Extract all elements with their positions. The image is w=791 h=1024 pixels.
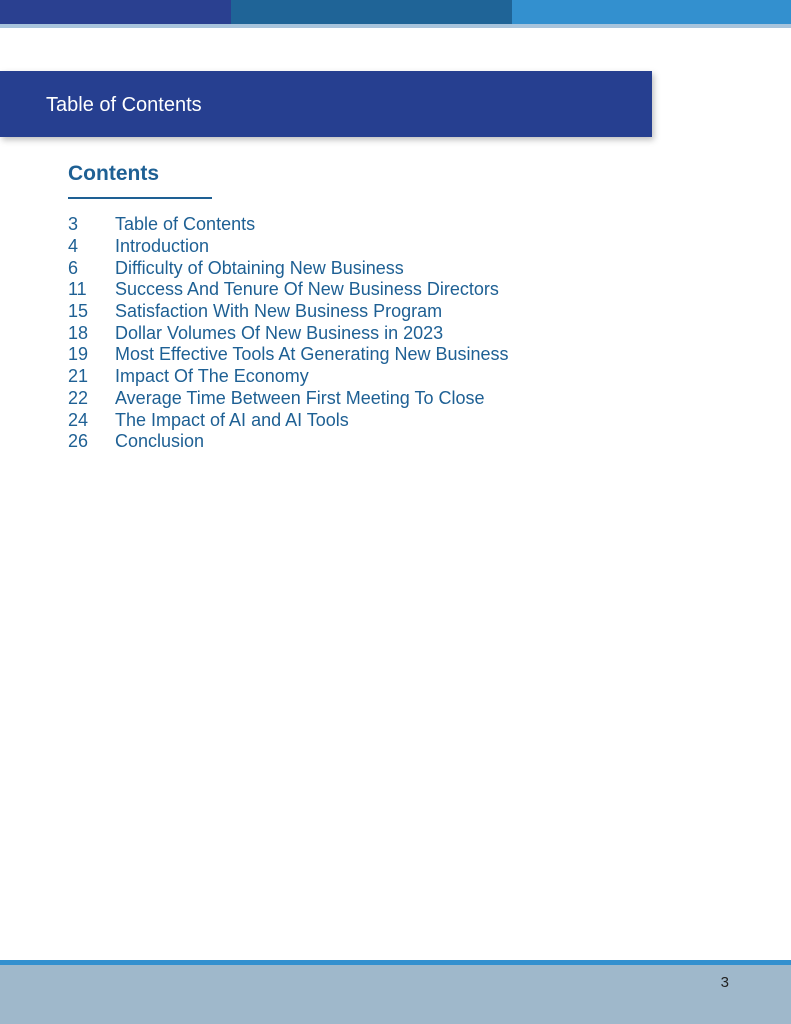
page-footer (0, 965, 791, 1024)
toc-page-number: 22 (68, 387, 89, 408)
top-bar-segment-light-blue (512, 0, 791, 24)
toc-entry-title[interactable]: Average Time Between First Meeting To Close (115, 387, 485, 408)
toc-page-number: 6 (68, 257, 79, 278)
toc-entry-title[interactable]: Conclusion (115, 431, 205, 452)
toc-entry-title[interactable]: The Impact of AI and AI Tools (115, 409, 349, 430)
toc-entry-dollar-volumes[interactable] (68, 322, 668, 344)
toc-page-number: 21 (68, 366, 89, 387)
toc-page-number: 11 (68, 279, 87, 300)
toc-entry-ai-impact[interactable] (68, 409, 668, 431)
toc-entry-introduction[interactable] (68, 236, 668, 258)
page-number: 3 (720, 974, 729, 991)
toc-page-number: 4 (68, 236, 79, 257)
top-color-bar (0, 0, 791, 24)
toc-entry-table-of-contents[interactable] (68, 214, 668, 236)
toc-entry-title[interactable]: Table of Contents (115, 214, 256, 235)
table-of-contents-list (68, 214, 668, 453)
top-bar-segment-mid-blue (231, 0, 512, 24)
toc-page-number: 3 (68, 214, 79, 235)
toc-entry-satisfaction[interactable] (68, 301, 668, 323)
top-bar-underline (0, 24, 791, 28)
toc-entry-title[interactable]: Satisfaction With New Business Program (115, 301, 443, 322)
toc-page-number: 15 (68, 301, 89, 322)
toc-entry-difficulty[interactable] (68, 257, 668, 279)
contents-heading-underline (68, 197, 212, 199)
toc-entry-title[interactable]: Difficulty of Obtaining New Business (115, 257, 404, 278)
toc-entry-title[interactable]: Success And Tenure Of New Business Directors (115, 279, 499, 300)
toc-page-number: 26 (68, 431, 89, 452)
toc-entry-title[interactable]: Most Effective Tools At Generating New Business (115, 344, 509, 365)
toc-entry-title[interactable]: Dollar Volumes Of New Business in 2023 (115, 322, 444, 343)
toc-page-number: 18 (68, 322, 89, 343)
top-bar-segment-dark-blue (0, 0, 231, 24)
contents-heading: Contents (68, 162, 159, 185)
toc-entry-title[interactable]: Impact Of The Economy (115, 366, 309, 387)
toc-page-number: 19 (68, 344, 89, 365)
toc-entry-average-time[interactable] (68, 388, 668, 410)
toc-entry-conclusion[interactable] (68, 431, 668, 453)
toc-entry-effective-tools[interactable] (68, 344, 668, 366)
section-title: Table of Contents (46, 94, 202, 116)
toc-entry-economy[interactable] (68, 366, 668, 388)
toc-page-number: 24 (68, 409, 89, 430)
section-banner (0, 71, 652, 137)
toc-entry-success-tenure[interactable] (68, 279, 668, 301)
toc-entry-title[interactable]: Introduction (115, 236, 210, 257)
